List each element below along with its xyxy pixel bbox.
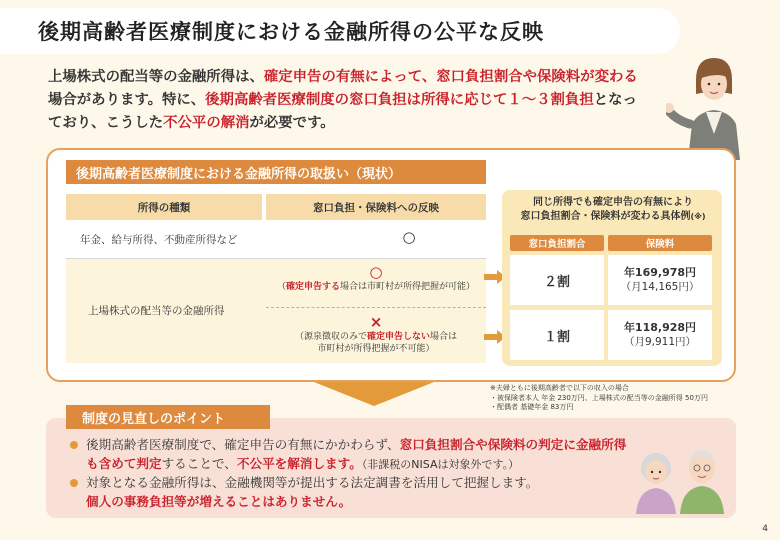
row-label: 上場株式の配当等の金融所得 — [88, 305, 225, 317]
cross-mark: × — [369, 313, 383, 331]
example-title-line: 窓口負担割合・保険料が変わる具体例 — [520, 211, 691, 222]
rate-value: １割 — [543, 329, 570, 345]
cell-text: 市町村が所得把握が不可能） — [317, 344, 435, 354]
intro-seg-red: 後期高齢者医療制度の窓口負担は所得に応じて１～３割負担 — [205, 92, 594, 108]
cell-text-red: 確定申告する — [285, 282, 340, 292]
circle-mark: ○ — [402, 228, 416, 246]
page-title: 後期高齢者医療制度における金融所得の公平な反映 — [38, 20, 544, 44]
cell-text: 場合は市町村が所得把握が可能） — [340, 282, 476, 292]
list-item — [70, 474, 630, 511]
col-header-reflection: 窓口負担・保険料への反映 — [266, 194, 486, 220]
filed-case-cell — [266, 259, 486, 307]
bullet-text-red: 不公平を解消します。 — [236, 455, 362, 471]
bullet-dot-icon — [70, 441, 78, 449]
list-item — [70, 436, 630, 474]
review-bullets — [70, 436, 630, 511]
title-bar — [0, 8, 680, 54]
example-title-note: (※) — [690, 212, 706, 221]
intro-seg-red: 確定申告の有無によって、窓口負担割合や保険料が変わる — [263, 69, 638, 85]
row-label: 年金、給与所得、不動産所得など — [80, 234, 238, 246]
intro-seg-red: 不公平の解消 — [163, 115, 250, 131]
bullet-text: 後期高齢者医療制度で、確定申告の有無にかかわらず、 — [86, 437, 400, 452]
rate-value: ２割 — [543, 274, 570, 290]
example-col-premium: 保険料 — [608, 235, 712, 251]
footnote-line: ※夫婦ともに後期高齢者で以下の収入の場合 — [490, 384, 629, 392]
premium-value: 年118,928円 — [623, 321, 697, 334]
cell-text: （源泉徴収のみで — [294, 332, 367, 342]
cell-text: （ — [276, 282, 286, 292]
intro-seg: となっており、こうした — [48, 92, 637, 131]
example-title-line: 同じ所得でも確定申告の有無により — [533, 197, 693, 208]
intro-seg: が必要です。 — [249, 115, 335, 131]
down-arrow-icon — [314, 382, 434, 406]
bullet-text-red: 個人の事務負担等が増えることはありません。 — [86, 493, 352, 509]
example-premium-cell — [608, 310, 712, 360]
footnote-line: ・被保険者本人 年金 230万円、上場株式の配当等の金融所得 50万円 — [490, 393, 708, 402]
review-heading: 制度の見直しのポイント — [66, 405, 270, 429]
monthly-value: （月9,911円） — [623, 336, 697, 348]
bullet-text: 対象となる金融所得は、金融機関等が提出する法定調書を活用して把握します。 — [86, 475, 539, 490]
current-status-heading: 後期高齢者医療制度における金融所得の取扱い（現状） — [66, 160, 486, 184]
elderly-couple-illustration — [632, 438, 728, 514]
intro-text — [48, 66, 648, 135]
col-header-income-type: 所得の種類 — [66, 194, 262, 220]
bullet-text-red: 窓口負担割合や保険料の判定に金融所得も含めて判定 — [86, 437, 627, 471]
table-row — [66, 222, 486, 258]
footnote — [490, 384, 708, 413]
dashed-divider — [266, 307, 486, 308]
example-rate-cell — [510, 310, 604, 360]
cell-text: 場合は — [430, 332, 458, 342]
premium-value: 年169,978円 — [623, 266, 697, 279]
monthly-value: （月14,165円） — [620, 281, 700, 293]
bullet-dot-icon — [70, 479, 78, 487]
example-title — [508, 196, 718, 224]
footnote-line: ・配偶者 基礎年金 83万円 — [490, 403, 574, 411]
bullet-note: （非課税のNISAは対象外です。） — [361, 457, 520, 471]
example-rate-cell — [510, 255, 604, 305]
example-premium-cell — [608, 255, 712, 305]
table-row — [66, 259, 486, 363]
cell-text-red: 確定申告しない — [366, 332, 430, 342]
page-number: 4 — [762, 524, 768, 534]
example-col-rate: 窓口負担割合 — [510, 235, 604, 251]
intro-seg: 場合があります。特に、 — [48, 92, 206, 108]
not-filed-case-cell — [266, 309, 486, 363]
intro-seg: 上場株式の配当等の金融所得は、 — [48, 69, 264, 85]
bullet-text: することで、 — [161, 455, 237, 471]
presenter-illustration — [666, 50, 762, 160]
circle-mark: ○ — [369, 263, 383, 281]
